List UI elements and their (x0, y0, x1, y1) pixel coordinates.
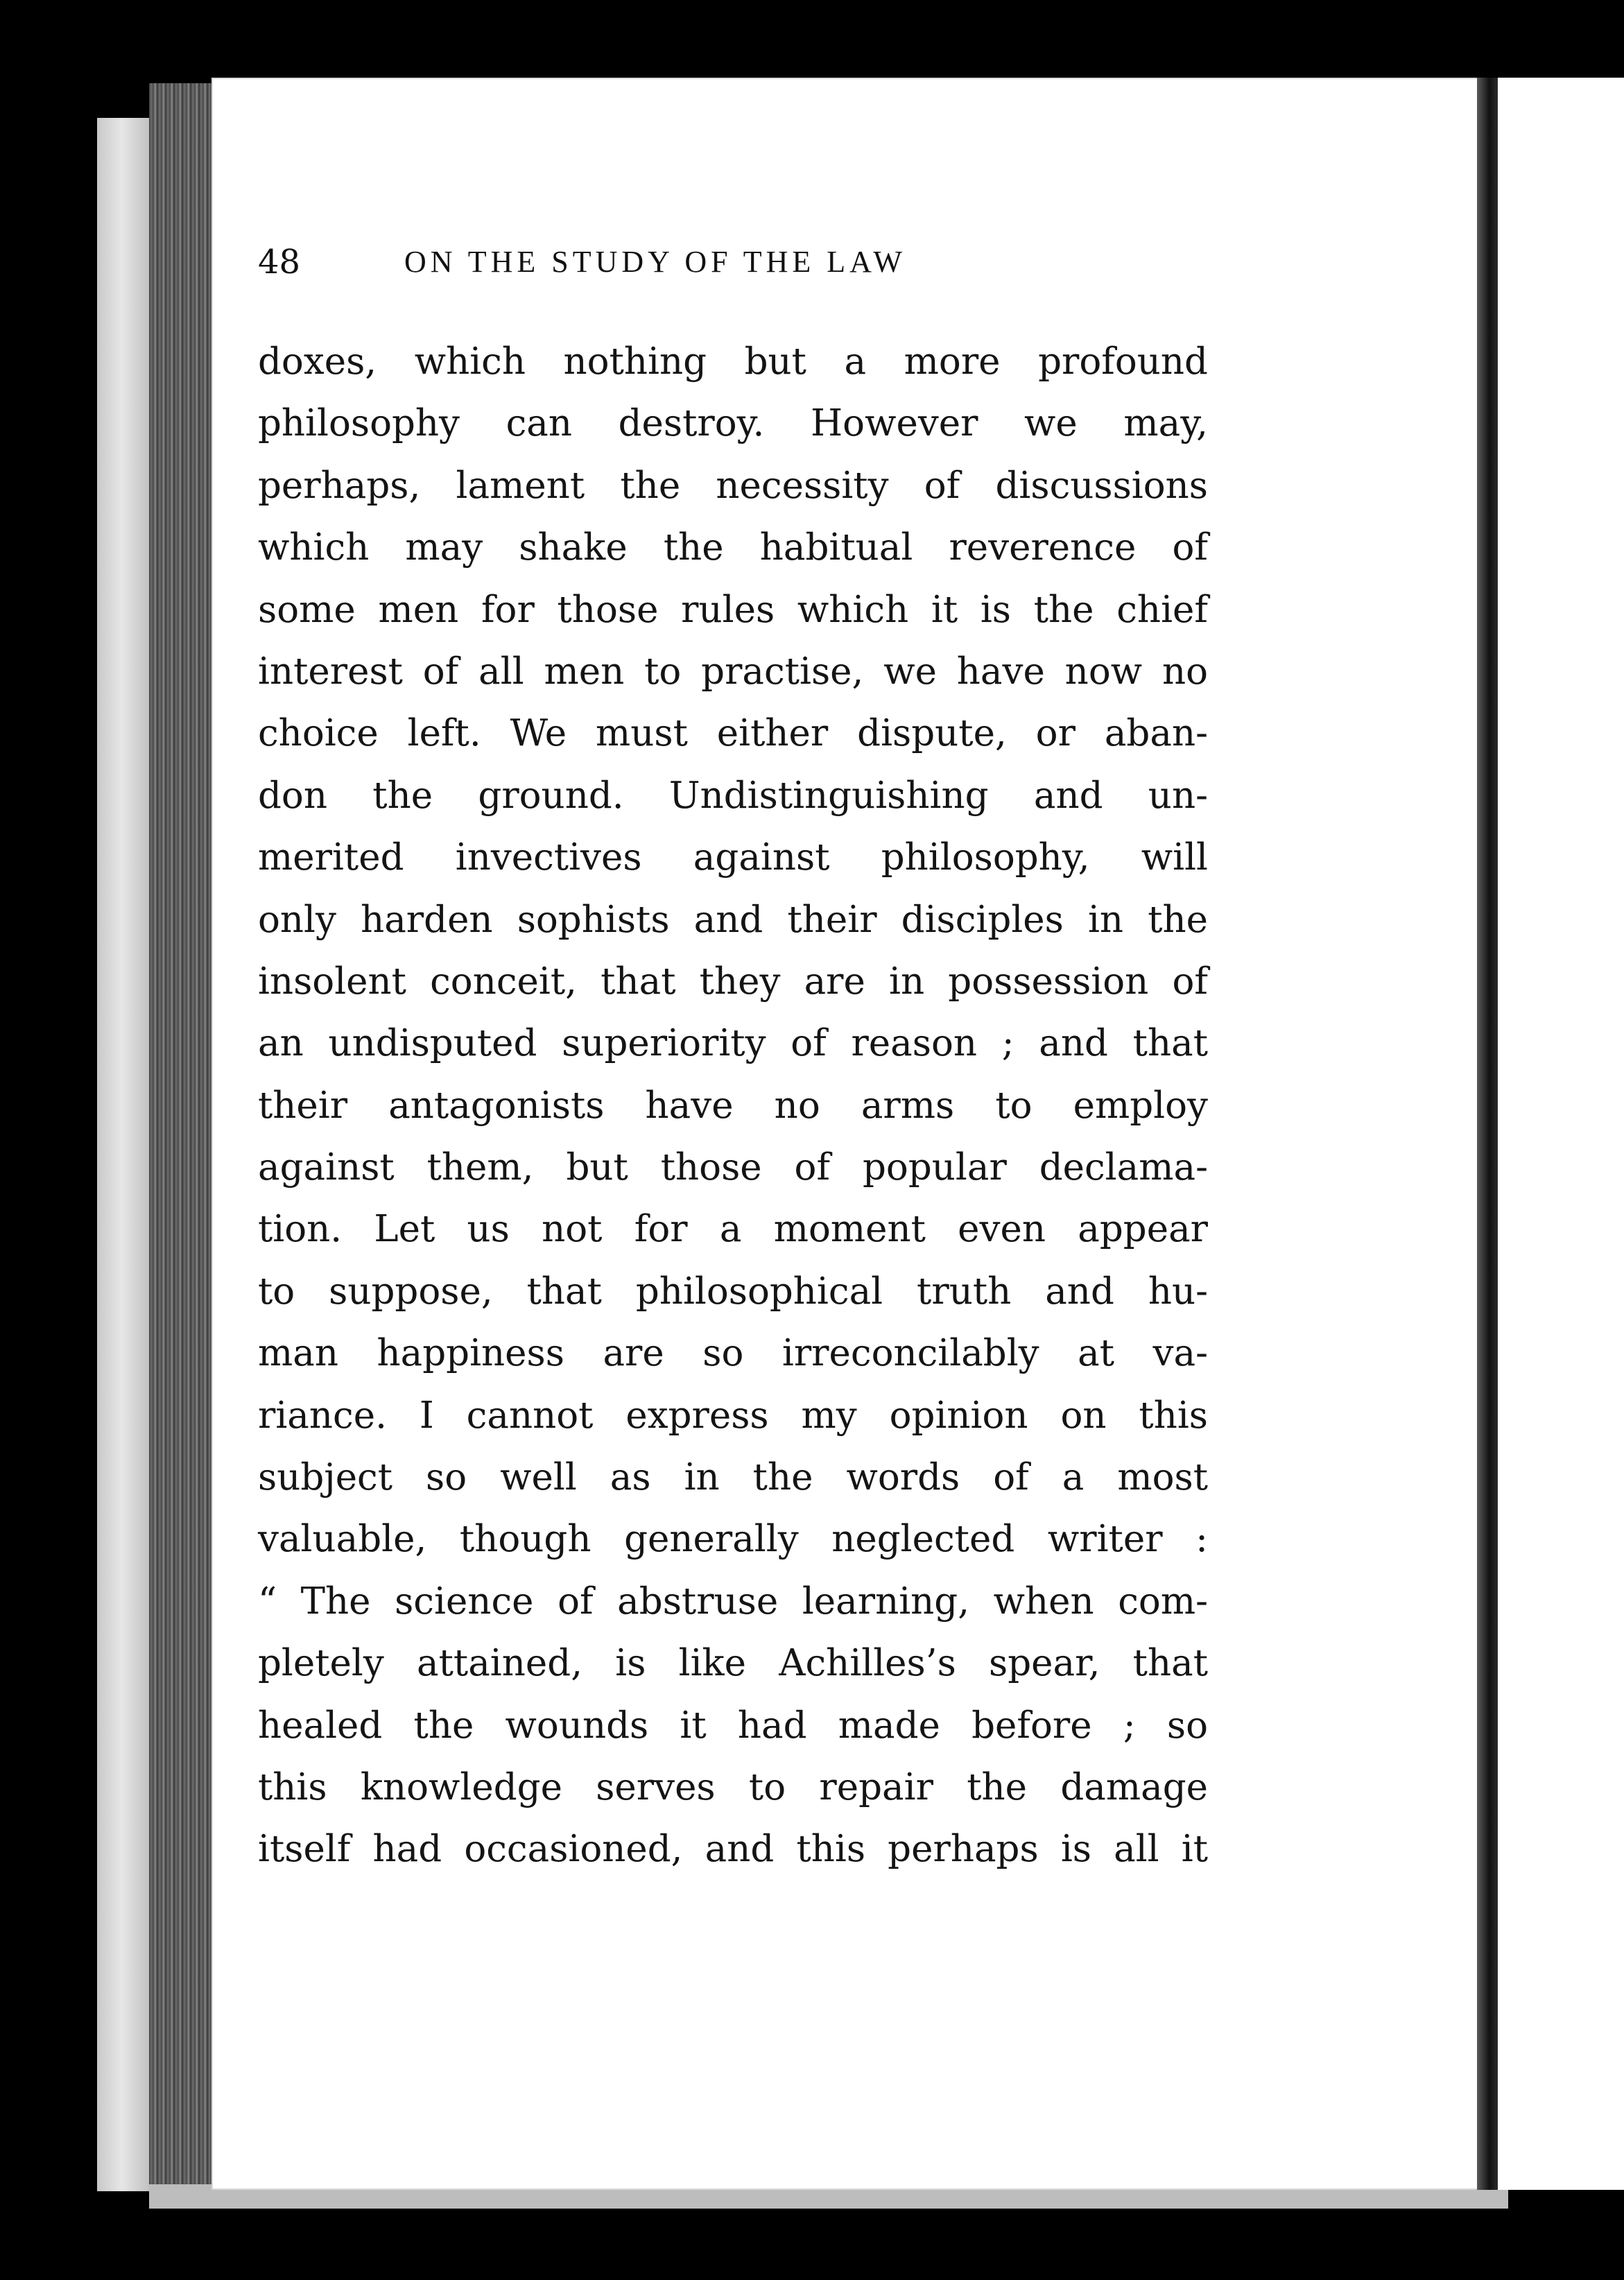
text-line: doxes, which nothing but a more profound (258, 340, 1208, 383)
text-line: don the ground. Undistinguishing and un- (258, 774, 1208, 817)
text-line: “ The science of abstruse learning, when com- (258, 1580, 1208, 1623)
text-line: valuable, though generally neglected writer : (258, 1518, 1208, 1561)
text-line: some men for those rules which it is the chief (258, 588, 1208, 631)
page-gutter (1477, 78, 1498, 2190)
text-line: which may shake the habitual reverence of (258, 526, 1208, 569)
page-edges (97, 118, 153, 2191)
text-line: tion. Let us not for a moment even appear (258, 1208, 1208, 1251)
text-line: insolent conceit, that they are in possession of (258, 960, 1208, 1003)
text-line: subject so well as in the words of a most (258, 1456, 1208, 1499)
text-line: an undisputed superiority of reason ; and that (258, 1022, 1208, 1065)
text-line: pletely attained, is like Achilles’s spear, that (258, 1642, 1208, 1685)
text-line: man happiness are so irreconcilably at va- (258, 1332, 1208, 1375)
text-line: healed the wounds it had made before ; so (258, 1704, 1208, 1747)
text-line: only harden sophists and their disciples in the (258, 898, 1208, 941)
text-line: choice left. We must either dispute, or aban- (258, 712, 1208, 755)
text-line: against them, but those of popular declama- (258, 1146, 1208, 1189)
running-head: ON THE STUDY OF THE LAW (404, 245, 906, 279)
text-line: merited invectives against philosophy, will (258, 836, 1208, 879)
text-line: philosophy can destroy. However we may, (258, 402, 1208, 445)
text-line: their antagonists have no arms to employ (258, 1084, 1208, 1127)
page-number: 48 (258, 243, 301, 282)
text-line: itself had occasioned, and this perhaps is all it (258, 1828, 1208, 1871)
body-text (258, 331, 1208, 1881)
text-line: interest of all men to practise, we have now no (258, 650, 1208, 693)
text-line: to suppose, that philosophical truth and hu- (258, 1270, 1208, 1313)
facing-page-edge (1498, 78, 1624, 2190)
text-line: perhaps, lament the necessity of discussions (258, 464, 1208, 507)
text-line: riance. I cannot express my opinion on this (258, 1394, 1208, 1437)
text-line: this knowledge serves to repair the damage (258, 1765, 1208, 1808)
